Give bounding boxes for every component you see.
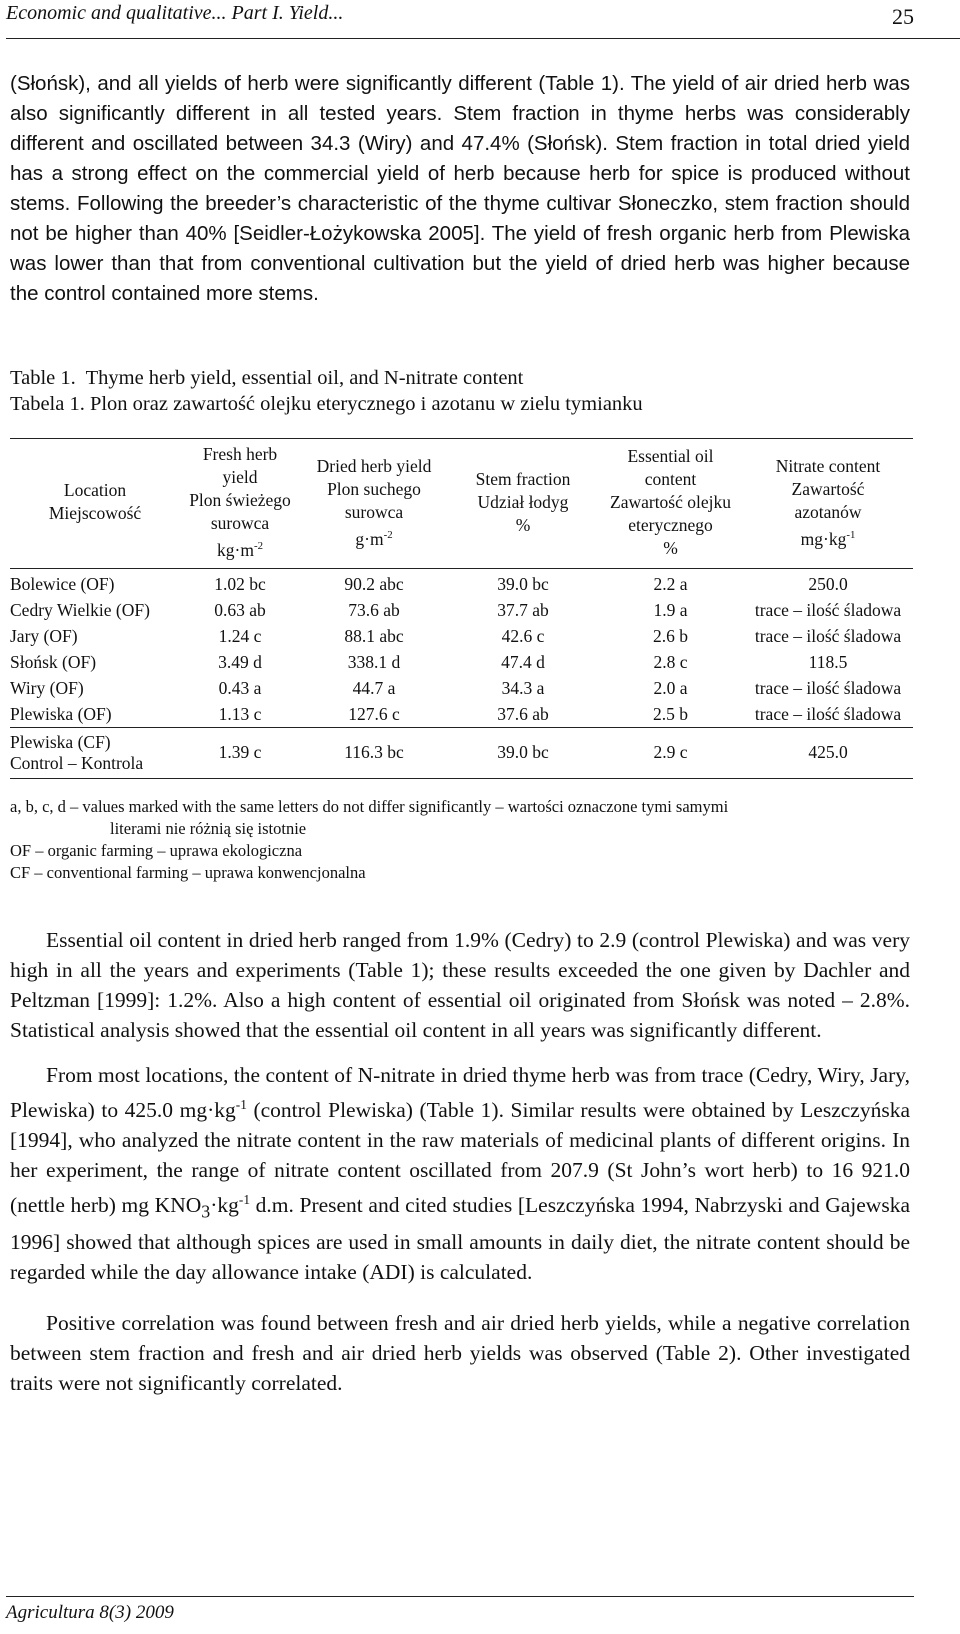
header-essential-oil: Essential oil content Zawartość olejku eterycznego % — [598, 439, 743, 569]
cell-location: Cedry Wielkie (OF) — [10, 599, 150, 620]
cell-stem: 37.7 ab — [497, 599, 549, 620]
cell-nitrate: 118.5 — [808, 651, 848, 672]
header-nitrate: Nitrate content Zawartość azotanów $mg\cdot kg^{-1}$ — [743, 439, 913, 569]
note-conventional: CF – conventional farming – uprawa konwencjonalna — [10, 863, 366, 882]
header-fresh-yield: Fresh herb yield Plon świeżego surowca $kg\cdot m^{-2}$ — [180, 439, 300, 569]
cell-nitrate: trace – ilość śladowa — [754, 703, 902, 724]
cell-dried: 88.1 abc — [344, 625, 404, 646]
cell-stem: 39.0 bc — [497, 573, 549, 594]
cell-oil: 2.0 a — [653, 677, 688, 698]
cell-nitrate: 425.0 — [743, 727, 913, 778]
table-caption-english: Table 1. Thyme herb yield, essential oil, and N-nitrate content — [10, 367, 524, 389]
cell-nitrate: trace – ilość śladowa — [754, 599, 902, 620]
cell-location-control: Plewiska (CF) Control – Kontrola — [10, 727, 180, 778]
cell-oil: 2.2 a — [653, 573, 688, 594]
journal-citation: Agricultura 8(3) 2009 — [6, 1602, 174, 1623]
paragraph-essential-oil: Essential oil content in dried herb ranged from 1.9% (Cedry) to 2.9 (control Plewiska) and was very high in all the years and experiments (Table 1); these results exceeded the one given by Dachler and Peltzman [1999]: 1.2%. Also a high content of essential oil originated from Słońsk was noted – 2.8%. Statistical analysis showed that the essential oil content in all years was significantly different. — [10, 928, 910, 1042]
table-notes — [10, 796, 920, 884]
cell-fresh: 0.63 ab — [214, 599, 266, 620]
table-row — [10, 675, 913, 701]
cell-dried: 73.6 ab — [348, 599, 400, 620]
table-row — [10, 597, 913, 623]
cell-oil: 2.8 c — [653, 651, 688, 672]
note-letters: a, b, c, d – values marked with the same letters do not differ significantly – wartości oznaczone tymi samymi — [10, 797, 729, 816]
table-caption-polish: Tabela 1. Plon oraz zawartość olejku eterycznego i azotanu w zielu tymianku — [10, 393, 643, 415]
cell-fresh: 1.02 bc — [214, 573, 266, 594]
yield-table — [10, 438, 913, 779]
page-number: 25 — [892, 4, 914, 29]
cell-stem: 47.4 d — [501, 651, 545, 672]
table-header-row — [10, 439, 913, 569]
cell-dried: 127.6 c — [348, 703, 400, 724]
cell-nitrate: 250.0 — [808, 573, 848, 594]
paragraph-nitrate: From most locations, the content of N-nitrate in dried thyme herb was from trace (Cedry, Wiry, Jary, Plewiska) to 425.0 $mg\cdot kg^{-1}$ (control Plewiska) (Table 1). Similar results were obtained by Leszczyńska [1994], who analyzed the nitrate content in the raw materials of medicinal plants of different origins. In her experiment, the range of nitrate content oscillated from 207.9 (St John’s wort herb) to 16 921.0 (nettle herb) mg $KNO_3\cdot kg^{-1}$ d.m. Present and cited studies [Leszczyńska 1994, Nabrzyski and Gajewska 1996] showed that although spices are used in small amounts in daily diet, the nitrate content should be regarded while the day allowance intake (ADI) is calculated. — [10, 1063, 911, 1284]
cell-location: Plewiska (OF) — [10, 703, 112, 724]
table-row-control — [10, 727, 913, 778]
header-rule — [6, 38, 960, 39]
cell-stem: 42.6 c — [501, 625, 545, 646]
cell-dried: 90.2 abc — [344, 573, 404, 594]
paragraph-stem-fraction: (Słońsk), and all yields of herb were significantly different (Table 1). The yield of air dried herb was also significantly different in all tested years. Stem fraction in thyme herbs was considerably different and oscillated between 34.3 (Wiry) and 47.4% (Słońsk). Stem fraction in total dried yield has a strong effect on the commercial yield of herb because herb for spice is produced without stems. Following the breeder’s characteristic of the thyme cultivar Słoneczko, stem fraction should not be higher than 40% [Seidler-Łożykowska 2005]. The yield of fresh organic herb from Plewiska was lower than that from conventional cultivation but the yield of dried herb was higher because the control contained more stems. — [10, 72, 910, 305]
cell-nitrate: trace – ilość śladowa — [754, 625, 902, 646]
cell-stem: 37.6 ab — [497, 703, 549, 724]
cell-location: Bolewice (OF) — [10, 573, 115, 594]
table-row — [10, 623, 913, 649]
cell-fresh: 1.39 c — [180, 727, 300, 778]
paragraph-correlation: Positive correlation was found between fresh and air dried herb yields, while a negative correlation between stem fraction and fresh and air dried herb yields was observed (Table 2). Other investigated traits were not significantly correlated. — [10, 1311, 910, 1395]
table-row — [10, 568, 913, 597]
page-header — [6, 0, 914, 30]
cell-stem: 34.3 a — [501, 677, 545, 698]
running-title: Economic and qualitative... Part I. Yield... — [6, 2, 344, 24]
header-dried-yield: Dried herb yield Plon suchego surowca $g\cdot m^{-2}$ — [300, 439, 448, 569]
cell-fresh: 0.43 a — [218, 677, 262, 698]
cell-dried: 44.7 a — [352, 677, 396, 698]
cell-location: Słońsk (OF) — [10, 651, 97, 672]
footer-rule — [6, 1596, 914, 1597]
cell-oil: 2.5 b — [653, 703, 688, 724]
cell-fresh: 1.24 c — [218, 625, 262, 646]
cell-location: Wiry (OF) — [10, 677, 84, 698]
cell-oil: 2.9 c — [598, 727, 743, 778]
note-letters-continued: literami nie różnią się istotnie — [110, 819, 307, 838]
cell-dried: 338.1 d — [347, 651, 401, 672]
cell-oil: 1.9 a — [653, 599, 688, 620]
cell-fresh: 3.49 d — [218, 651, 262, 672]
cell-oil: 2.6 b — [653, 625, 688, 646]
header-location: Location Miejscowość — [10, 439, 180, 569]
cell-stem: 39.0 bc — [448, 727, 598, 778]
cell-dried: 116.3 bc — [300, 727, 448, 778]
note-organic: OF – organic farming – uprawa ekologiczna — [10, 841, 303, 860]
cell-fresh: 1.13 c — [218, 703, 262, 724]
table-row — [10, 701, 913, 728]
table-row — [10, 649, 913, 675]
header-stem-fraction: Stem fraction Udział łodyg % — [448, 439, 598, 569]
cell-nitrate: trace – ilość śladowa — [754, 677, 902, 698]
cell-location: Jary (OF) — [10, 625, 78, 646]
